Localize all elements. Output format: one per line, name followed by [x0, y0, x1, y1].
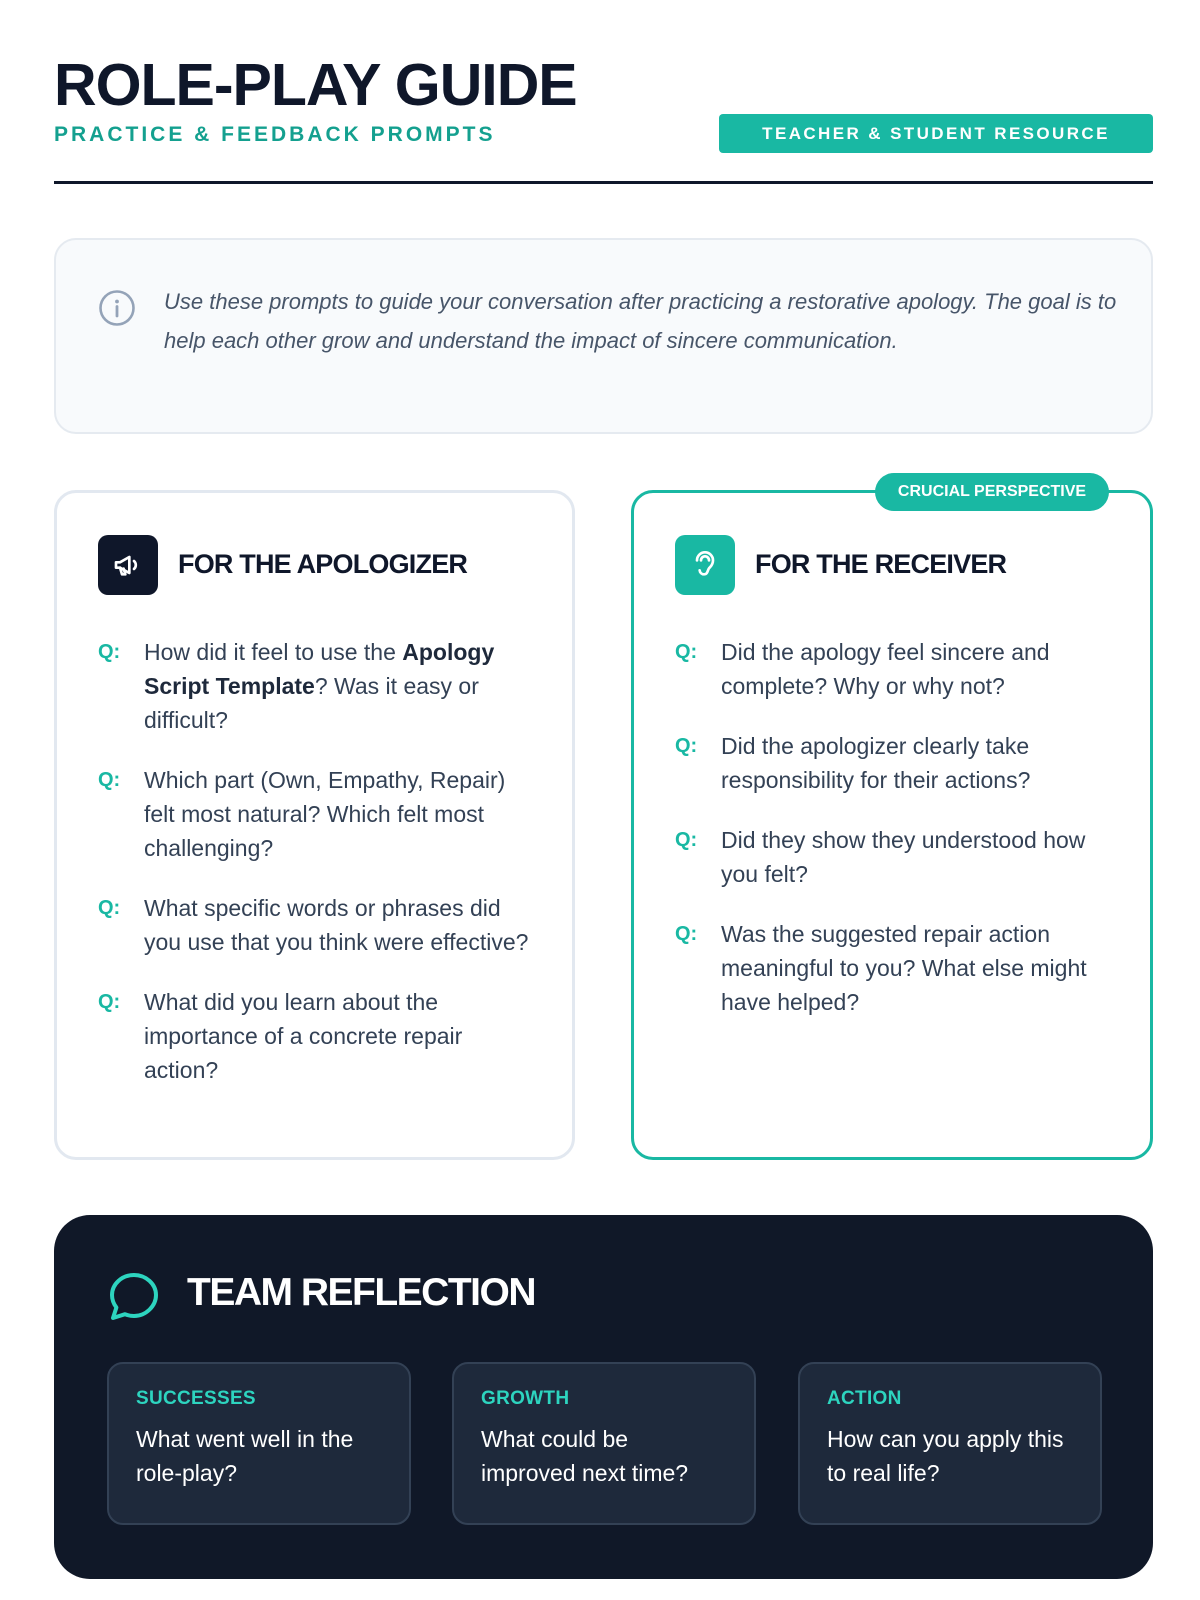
action-box	[798, 1362, 1102, 1525]
receiver-card	[631, 490, 1153, 1160]
question-text: Which part (Own, Empathy, Repair) felt most natural? Which felt most challenging?	[144, 767, 506, 861]
q-marker: Q:	[98, 897, 121, 919]
action-label: ACTION	[827, 1388, 902, 1409]
apologizer-questions	[98, 635, 538, 1113]
list-item	[98, 635, 538, 737]
ear-icon	[689, 549, 721, 581]
team-reflection-panel	[54, 1215, 1153, 1579]
receiver-icon-tile	[675, 535, 735, 595]
successes-box	[107, 1362, 411, 1525]
info-icon	[98, 289, 136, 327]
list-item	[675, 917, 1115, 1019]
crucial-perspective-badge: CRUCIAL PERSPECTIVE	[875, 473, 1109, 511]
list-item	[675, 823, 1115, 891]
q-marker: Q:	[675, 923, 698, 945]
page-subtitle: PRACTICE & FEEDBACK PROMPTS	[54, 123, 496, 146]
chat-bubble-icon	[107, 1270, 161, 1324]
receiver-questions	[675, 635, 1115, 1045]
question-text: What specific words or phrases did you use that you think were effective?	[144, 895, 529, 955]
apologizer-card	[54, 490, 575, 1160]
successes-text: What went well in the role-play?	[136, 1426, 354, 1486]
megaphone-icon	[112, 549, 144, 581]
resource-badge: TEACHER & STUDENT RESOURCE	[719, 114, 1153, 153]
list-item	[98, 985, 538, 1087]
question-text: Was the suggested repair action meaningful to you? What else might have helped?	[721, 921, 1087, 1015]
q-marker: Q:	[675, 735, 698, 757]
intro-text: Use these prompts to guide your conversation after practicing a restorative apology. The goal is to help each other grow and understand the impact of sincere communication.	[164, 289, 1117, 353]
question-text: Did the apologizer clearly take responsibility for their actions?	[721, 733, 1031, 793]
successes-label: SUCCESSES	[136, 1388, 256, 1409]
q-marker: Q:	[98, 991, 121, 1013]
growth-text: What could be improved next time?	[481, 1426, 689, 1486]
list-item	[675, 635, 1115, 703]
q-marker: Q:	[98, 641, 121, 663]
list-item	[675, 729, 1115, 797]
reflection-title: TEAM REFLECTION	[187, 1271, 535, 1314]
action-text: How can you apply this to real life?	[827, 1426, 1064, 1486]
apologizer-title: FOR THE APOLOGIZER	[178, 549, 468, 579]
receiver-title: FOR THE RECEIVER	[755, 549, 1007, 579]
page-header	[54, 48, 1153, 184]
q-marker: Q:	[98, 769, 121, 791]
q-marker: Q:	[675, 641, 698, 663]
question-text: How did it feel to use the Apology Script Template? Was it easy or difficult?	[144, 639, 495, 733]
question-text: What did you learn about the importance of a concrete repair action?	[144, 989, 463, 1083]
list-item	[98, 891, 538, 959]
intro-callout	[54, 238, 1153, 434]
apologizer-icon-tile	[98, 535, 158, 595]
question-text: Did they show they understood how you felt?	[721, 827, 1086, 887]
question-text: Did the apology feel sincere and complete? Why or why not?	[721, 639, 1050, 699]
growth-label: GROWTH	[481, 1388, 570, 1409]
list-item	[98, 763, 538, 865]
q-marker: Q:	[675, 829, 698, 851]
growth-box	[452, 1362, 756, 1525]
page-title: ROLE-PLAY GUIDE	[54, 52, 577, 118]
